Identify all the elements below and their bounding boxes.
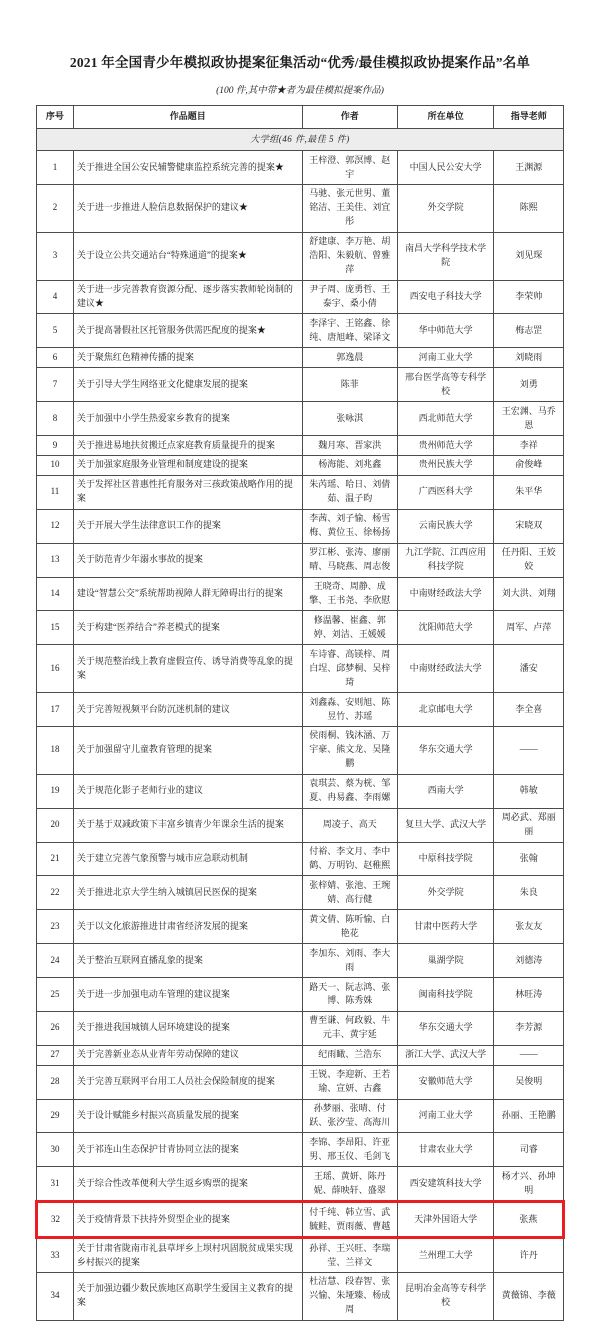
cell-advisor: 周军、卢萍 [494, 611, 564, 645]
cell-authors: 周凌子、高天 [302, 808, 397, 842]
cell-authors: 王瑶、黄妍、陈丹妮、薛映轩、盛翠 [302, 1167, 397, 1202]
cell-no: 15 [37, 611, 74, 645]
cell-advisor: 任丹阳、王姣姣 [494, 543, 564, 577]
cell-no: 1 [37, 151, 74, 185]
table-row [37, 232, 564, 280]
cell-authors: 路天一、阮志鸿、张博、陈秀姝 [302, 978, 397, 1012]
cell-title: 关于推进我国城镇人居环境建设的提案 [73, 1011, 302, 1045]
cell-title: 关于防范青少年溺水事故的提案 [73, 543, 302, 577]
cell-advisor: 宋晓双 [494, 509, 564, 543]
cell-authors: 朱芮瑶、哈日、刘倩茹、温子昀 [302, 475, 397, 509]
cell-no: 7 [37, 368, 74, 402]
cell-org: 浙江大学、武汉大学 [397, 1045, 493, 1065]
cell-authors: 李泽宇、王铭鑫、徐纯、唐旭峰、梁译文 [302, 314, 397, 348]
cell-authors: 李茜、刘子愉、杨雪梅、黄位玉、徐杨扬 [302, 509, 397, 543]
cell-org: 中南财经政法大学 [397, 645, 493, 693]
cell-title: 关于推进易地扶贫搬迁点家庭教育质量提升的提案 [73, 436, 302, 456]
cell-advisor: 张翰 [494, 842, 564, 876]
table-row [37, 455, 564, 475]
cell-no: 8 [37, 402, 74, 436]
table-row-highlighted [37, 1202, 564, 1238]
cell-title: 建设“智慧公交”系统帮助视障人群无障碍出行的提案 [73, 577, 302, 611]
cell-authors: 张咏淇 [302, 402, 397, 436]
cell-org: 中国人民公安大学 [397, 151, 493, 185]
cell-org: 安徽师范大学 [397, 1065, 493, 1099]
cell-advisor: 李荣帅 [494, 280, 564, 314]
cell-title: 关于基于双减政策下丰富乡镇青少年课余生活的提案 [73, 808, 302, 842]
table-row [37, 151, 564, 185]
cell-org: 外交学院 [397, 876, 493, 910]
cell-title: 关于引导大学生网络亚文化健康发展的提案 [73, 368, 302, 402]
cell-org: 华东交通大学 [397, 1011, 493, 1045]
table-row [37, 1099, 564, 1133]
table-row [37, 368, 564, 402]
cell-authors: 王锐、李迎新、王若瑜、宣妍、古鑫 [302, 1065, 397, 1099]
cell-org: 广西医科大学 [397, 475, 493, 509]
cell-org: 甘肃农业大学 [397, 1133, 493, 1167]
table-row [37, 348, 564, 368]
section-label: 大学组(46 件,最佳 5 件) [37, 129, 564, 151]
table-row [37, 1045, 564, 1065]
page-subtitle: (100 件,其中带★者为最佳模拟提案作品) [216, 86, 384, 97]
cell-advisor: 张燕 [494, 1202, 564, 1238]
cell-org: 天津外国语大学 [397, 1202, 493, 1238]
cell-title: 关于加强边疆少数民族地区高职学生爱国主义教育的提案 [73, 1272, 302, 1320]
cell-title: 关于提高暑假社区托管服务供需匹配度的提案★ [73, 314, 302, 348]
cell-authors: 刘鑫淼、安则旭、陈昱竹、苏瑶 [302, 693, 397, 727]
cell-advisor: 吴俊明 [494, 1065, 564, 1099]
cell-no: 24 [37, 944, 74, 978]
cell-advisor: 刘德涛 [494, 944, 564, 978]
cell-no: 21 [37, 842, 74, 876]
cell-authors: 杨海能、刘兆鑫 [302, 455, 397, 475]
cell-title: 关于综合性改革便利大学生返乡购票的提案 [73, 1167, 302, 1202]
cell-org: 西北师范大学 [397, 402, 493, 436]
table-row [37, 184, 564, 232]
cell-authors: 付千纯、韩立雪、武毓鲑、贾雨薇、曹越 [302, 1202, 397, 1238]
table-row [37, 978, 564, 1012]
cell-no: 20 [37, 808, 74, 842]
table-row [37, 726, 564, 774]
cell-advisor: 朱平华 [494, 475, 564, 509]
cell-org: 中南财经政法大学 [397, 577, 493, 611]
cell-authors: 修温馨、崔鑫、郭婷、刘洁、王媛媛 [302, 611, 397, 645]
cell-advisor: —— [494, 1045, 564, 1065]
cell-org: 西安建筑科技大学 [397, 1167, 493, 1202]
cell-no: 30 [37, 1133, 74, 1167]
cell-title: 关于疫情背景下扶持外贸型企业的提案 [73, 1202, 302, 1238]
cell-no: 27 [37, 1045, 74, 1065]
cell-title: 关于加强家庭服务业管理和制度建设的提案 [73, 455, 302, 475]
cell-title: 关于聚焦红色精神传播的提案 [73, 348, 302, 368]
cell-org: 昆明冶金高等专科学校 [397, 1272, 493, 1320]
cell-org: 甘肃中医药大学 [397, 910, 493, 944]
cell-authors: 曹至谦、何政毅、牛元丰、黄宇延 [302, 1011, 397, 1045]
cell-no: 5 [37, 314, 74, 348]
table-row [37, 1065, 564, 1099]
table-header-row [37, 106, 564, 129]
cell-authors: 杜洁慧、段春智、张兴愉、朱垭臻、杨成周 [302, 1272, 397, 1320]
cell-org: 复旦大学、武汉大学 [397, 808, 493, 842]
cell-org: 南昌大学科学技术学院 [397, 232, 493, 280]
cell-no: 31 [37, 1167, 74, 1202]
cell-org: 邢台医学高等专科学校 [397, 368, 493, 402]
cell-advisor: 司睿 [494, 1133, 564, 1167]
table-row [37, 808, 564, 842]
cell-no: 3 [37, 232, 74, 280]
cell-title: 关于推进全国公安民辅警健康监控系统完善的提案★ [73, 151, 302, 185]
cell-advisor: —— [494, 726, 564, 774]
cell-no: 22 [37, 876, 74, 910]
cell-advisor: 梅志罡 [494, 314, 564, 348]
cell-org: 西南大学 [397, 774, 493, 808]
cell-authors: 袁琪芸、蔡为桄、邹夏、冉易鑫、李雨嫘 [302, 774, 397, 808]
cell-title: 关于甘肃省陇南市礼县草坪乡上坝村巩固脱贫成果实现乡村振兴的提案 [73, 1238, 302, 1273]
cell-org: 河南工业大学 [397, 348, 493, 368]
cell-org: 贵州师范大学 [397, 436, 493, 456]
cell-advisor: 张友友 [494, 910, 564, 944]
cell-title: 关于完善新业态从业青年劳动保障的建议 [73, 1045, 302, 1065]
cell-advisor: 刘大洪、刘翔 [494, 577, 564, 611]
table-row [37, 436, 564, 456]
cell-authors: 王晓奇、周静、成擎、王书尧、李欣慰 [302, 577, 397, 611]
cell-org: 云南民族大学 [397, 509, 493, 543]
cell-title: 关于推进北京大学生纳入城镇居民医保的提案 [73, 876, 302, 910]
proposal-table [35, 105, 565, 1321]
cell-authors: 纪雨瞰、兰浩东 [302, 1045, 397, 1065]
cell-advisor: 韩敏 [494, 774, 564, 808]
cell-org: 西安电子科技大学 [397, 280, 493, 314]
cell-advisor: 刘晓雨 [494, 348, 564, 368]
cell-no: 11 [37, 475, 74, 509]
cell-advisor: 孙丽、王艳鹏 [494, 1099, 564, 1133]
table-row [37, 314, 564, 348]
cell-no: 34 [37, 1272, 74, 1320]
cell-no: 13 [37, 543, 74, 577]
cell-no: 18 [37, 726, 74, 774]
cell-advisor: 李芳源 [494, 1011, 564, 1045]
cell-title: 关于进一步完善教育资源分配、逐步落实教师轮岗制的建议★ [73, 280, 302, 314]
cell-no: 23 [37, 910, 74, 944]
cell-advisor: 林旺涛 [494, 978, 564, 1012]
cell-no: 6 [37, 348, 74, 368]
cell-no: 10 [37, 455, 74, 475]
cell-advisor: 朱良 [494, 876, 564, 910]
cell-advisor: 周必武、郑丽丽 [494, 808, 564, 842]
cell-title: 关于以文化旅游推进甘肃省经济发展的提案 [73, 910, 302, 944]
table-row [37, 509, 564, 543]
cell-advisor: 俞俊峰 [494, 455, 564, 475]
cell-title: 关于进一步推进人脸信息数据保护的建议★ [73, 184, 302, 232]
cell-no: 19 [37, 774, 74, 808]
cell-org: 中原科技学院 [397, 842, 493, 876]
cell-no: 9 [37, 436, 74, 456]
cell-org: 巢湖学院 [397, 944, 493, 978]
cell-advisor: 潘安 [494, 645, 564, 693]
table-row [37, 543, 564, 577]
cell-authors: 尹子周、庞勇哲、王泰宇、桑小倩 [302, 280, 397, 314]
cell-advisor: 王渊源 [494, 151, 564, 185]
cell-authors: 孙祥、王兴旺、李瑞莹、兰祥文 [302, 1238, 397, 1273]
table-row [37, 842, 564, 876]
cell-advisor: 陈熙 [494, 184, 564, 232]
cell-advisor: 刘见琛 [494, 232, 564, 280]
cell-advisor: 李祥 [494, 436, 564, 456]
cell-authors: 郭逸晨 [302, 348, 397, 368]
cell-org: 沈阳师范大学 [397, 611, 493, 645]
cell-title: 关于建立完善气象预警与城市应急联动机制 [73, 842, 302, 876]
cell-authors: 魏月寒、晋家洪 [302, 436, 397, 456]
header-org: 所在单位 [397, 106, 493, 129]
cell-advisor: 李全喜 [494, 693, 564, 727]
cell-authors: 王梓澄、郭溟博、赵宇 [302, 151, 397, 185]
header-no: 序号 [37, 106, 74, 129]
table-row [37, 577, 564, 611]
table-row [37, 611, 564, 645]
cell-advisor: 杨才兴、孙坤明 [494, 1167, 564, 1202]
cell-title: 关于设立公共交通站台“特殊通道”的提案★ [73, 232, 302, 280]
section-row-university-group [37, 129, 564, 151]
table-row [37, 774, 564, 808]
table-row [37, 1133, 564, 1167]
table-row [37, 475, 564, 509]
cell-title: 关于完善短视频平台防沉迷机制的建议 [73, 693, 302, 727]
cell-advisor: 王宏渊、马乔恩 [494, 402, 564, 436]
cell-org: 河南工业大学 [397, 1099, 493, 1133]
cell-no: 33 [37, 1238, 74, 1273]
cell-no: 26 [37, 1011, 74, 1045]
cell-authors: 李锦、李昂阳、许亚男、邢玉仪、毛剑飞 [302, 1133, 397, 1167]
cell-authors: 张梓婧、张池、王琬婧、高行健 [302, 876, 397, 910]
cell-no: 29 [37, 1099, 74, 1133]
cell-no: 17 [37, 693, 74, 727]
table-body [37, 151, 564, 1321]
cell-authors: 付裕、李文月、李中鹤、万明钧、赵稚熙 [302, 842, 397, 876]
cell-org: 闽南科技学院 [397, 978, 493, 1012]
cell-org: 北京邮电大学 [397, 693, 493, 727]
header-title: 作品题目 [73, 106, 302, 129]
cell-authors: 孙梦丽、张晴、付跃、张汐莹、高海川 [302, 1099, 397, 1133]
cell-authors: 李加东、刘雨、李大雨 [302, 944, 397, 978]
table-row [37, 402, 564, 436]
cell-org: 外交学院 [397, 184, 493, 232]
cell-advisor: 许丹 [494, 1238, 564, 1273]
table-row [37, 876, 564, 910]
header-authors: 作者 [302, 106, 397, 129]
cell-authors: 黄文倩、陈听愉、白艳花 [302, 910, 397, 944]
cell-no: 14 [37, 577, 74, 611]
cell-authors: 侯雨桐、钱沐涵、万宇豪、熊文龙、吴隆鹏 [302, 726, 397, 774]
cell-title: 关于规范整治线上教育虚假宣传、诱导消费等乱象的提案 [73, 645, 302, 693]
cell-authors: 马驰、张元世男、董铭洁、王美佳、刘宜彤 [302, 184, 397, 232]
cell-authors: 陈菲 [302, 368, 397, 402]
table-row [37, 1238, 564, 1273]
cell-title: 关于进一步加强电动车管理的建议提案 [73, 978, 302, 1012]
table-row [37, 1011, 564, 1045]
cell-title: 关于加强留守儿童教育管理的提案 [73, 726, 302, 774]
cell-title: 关于设计赋能乡村振兴高质量发展的提案 [73, 1099, 302, 1133]
table-row [37, 944, 564, 978]
cell-no: 16 [37, 645, 74, 693]
cell-title: 关于完善互联网平台用工人员社会保险制度的提案 [73, 1065, 302, 1099]
cell-org: 贵州民族大学 [397, 455, 493, 475]
cell-no: 12 [37, 509, 74, 543]
cell-no: 28 [37, 1065, 74, 1099]
cell-title: 关于开展大学生法律意识工作的提案 [73, 509, 302, 543]
cell-no: 32 [37, 1202, 74, 1238]
cell-org: 九江学院、江西应用科技学院 [397, 543, 493, 577]
cell-org: 华东交通大学 [397, 726, 493, 774]
table-row [37, 1272, 564, 1320]
cell-no: 4 [37, 280, 74, 314]
page-title: 2021 年全国青少年模拟政协提案征集活动“优秀/最佳模拟政协提案作品”名单 [69, 55, 531, 70]
cell-title: 关于加强中小学生热爱家乡教育的提案 [73, 402, 302, 436]
cell-org: 兰州理工大学 [397, 1238, 493, 1273]
cell-title: 关于祁连山生态保护甘青协同立法的提案 [73, 1133, 302, 1167]
cell-no: 2 [37, 184, 74, 232]
cell-title: 关于发挥社区普惠性托育服务对三孩政策战略作用的提案 [73, 475, 302, 509]
table-row [37, 693, 564, 727]
cell-authors: 车诗睿、高镁梓、周白埕、邱梦桐、吴梓琦 [302, 645, 397, 693]
cell-authors: 舒建康、李万艳、胡浩阳、朱毅航、曾雅萍 [302, 232, 397, 280]
cell-title: 关于规范化影子老师行业的建议 [73, 774, 302, 808]
cell-authors: 罗江彬、张涛、廖丽晴、马晓燕、周志俊 [302, 543, 397, 577]
table-row [37, 645, 564, 693]
cell-advisor: 刘勇 [494, 368, 564, 402]
cell-org: 华中师范大学 [397, 314, 493, 348]
header-advisor: 指导老师 [494, 106, 564, 129]
table-row [37, 1167, 564, 1202]
table-row [37, 910, 564, 944]
cell-advisor: 黄薇锦、李薇 [494, 1272, 564, 1320]
cell-no: 25 [37, 978, 74, 1012]
cell-title: 关于整治互联网直播乱象的提案 [73, 944, 302, 978]
table-row [37, 280, 564, 314]
cell-title: 关于构建“医养结合”养老模式的提案 [73, 611, 302, 645]
